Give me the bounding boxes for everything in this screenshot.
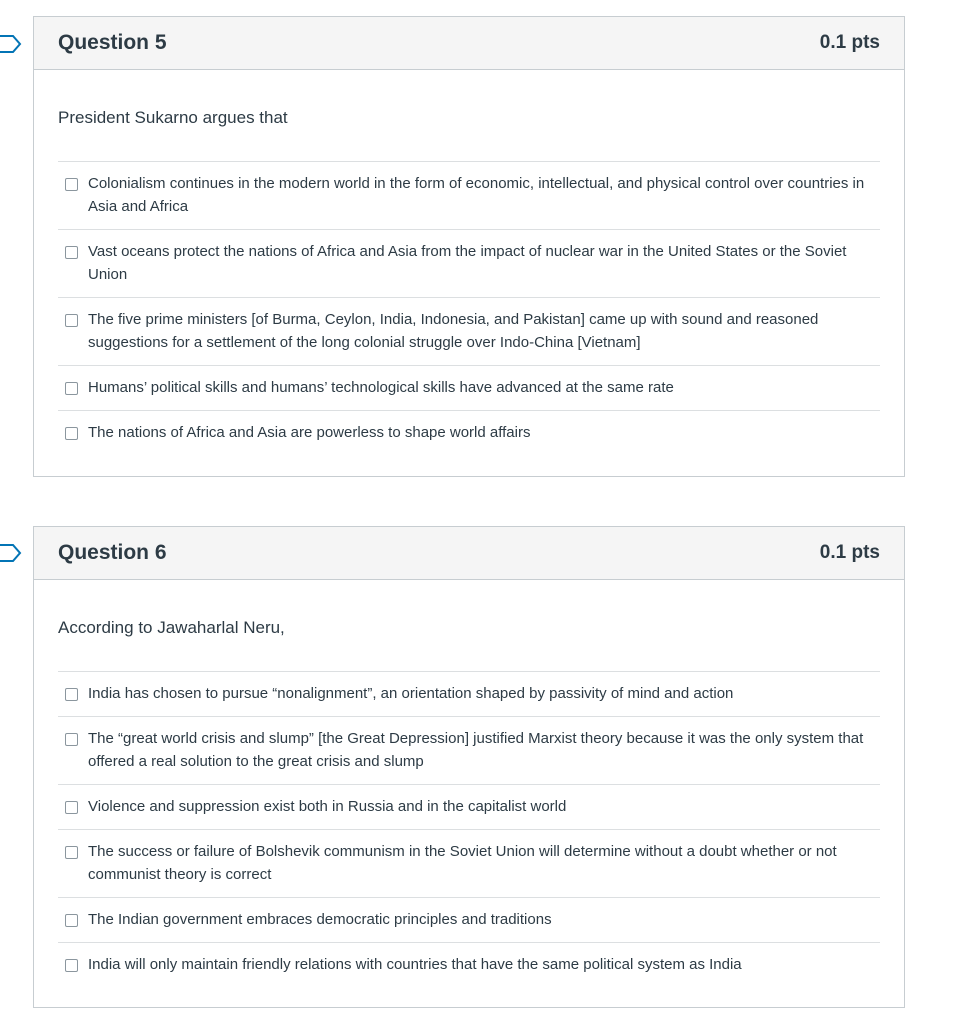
answer-checkbox[interactable]: [65, 914, 78, 927]
answer-list: [58, 671, 880, 987]
answer-checkbox[interactable]: [65, 801, 78, 814]
answer-label: Violence and suppression exist both in Russia and in the capitalist world: [88, 798, 567, 815]
answer-option[interactable]: [58, 229, 880, 297]
answer-checkbox[interactable]: [65, 178, 78, 191]
answer-option[interactable]: [58, 410, 880, 455]
answer-label: The success or failure of Bolshevik communism in the Soviet Union will determine without a doubt whether or not communist theory is correct: [88, 843, 837, 883]
question-prompt: According to Jawaharlal Neru,: [58, 618, 285, 637]
answer-checkbox[interactable]: [65, 246, 78, 259]
answer-label: The five prime ministers [of Burma, Ceylon, India, Indonesia, and Pakistan] came up with sound and reasoned suggestions for a settlement of the long colonial struggle over Indo-China [Vietnam]: [88, 311, 819, 351]
question-points: 0.1 pts: [819, 32, 880, 53]
answer-label: The Indian government embraces democratic principles and traditions: [88, 911, 552, 928]
answer-label: The “great world crisis and slump” [the Great Depression] justified Marxist theory because it was the only system that offered a real solution to the great crisis and slump: [88, 730, 864, 770]
answer-label: Colonialism continues in the modern world in the form of economic, intellectual, and physical control over countries in Asia and Africa: [88, 175, 865, 215]
question-header: [34, 527, 904, 580]
question-card-5: [33, 16, 905, 477]
answer-checkbox[interactable]: [65, 688, 78, 701]
answer-option[interactable]: [58, 784, 880, 829]
question-prompt: President Sukarno argues that: [58, 108, 288, 127]
answer-checkbox[interactable]: [65, 314, 78, 327]
question-title: Question 5: [58, 31, 167, 54]
answer-option[interactable]: [58, 716, 880, 784]
answer-option[interactable]: [58, 161, 880, 229]
answer-label: The nations of Africa and Asia are powerless to shape world affairs: [88, 424, 531, 441]
flag-question-icon[interactable]: [0, 35, 22, 53]
answer-option[interactable]: [58, 365, 880, 410]
answer-list: [58, 161, 880, 455]
answer-checkbox[interactable]: [65, 382, 78, 395]
answer-checkbox[interactable]: [65, 846, 78, 859]
question-title: Question 6: [58, 541, 167, 564]
answer-option[interactable]: [58, 671, 880, 716]
answer-option[interactable]: [58, 829, 880, 897]
answer-option[interactable]: [58, 297, 880, 365]
question-card-6: [33, 526, 905, 1008]
answer-label: India will only maintain friendly relations with countries that have the same political system as India: [88, 956, 742, 973]
answer-checkbox[interactable]: [65, 959, 78, 972]
answer-checkbox[interactable]: [65, 733, 78, 746]
answer-label: Vast oceans protect the nations of Africa and Asia from the impact of nuclear war in the United States or the Soviet Union: [88, 243, 847, 283]
question-header: [34, 17, 904, 70]
answer-label: India has chosen to pursue “nonalignment”, an orientation shaped by passivity of mind and action: [88, 685, 734, 702]
answer-checkbox[interactable]: [65, 427, 78, 440]
flag-question-icon[interactable]: [0, 544, 22, 562]
answer-label: Humans’ political skills and humans’ technological skills have advanced at the same rate: [88, 379, 674, 396]
question-points: 0.1 pts: [819, 542, 880, 563]
answer-option[interactable]: [58, 897, 880, 942]
answer-option[interactable]: [58, 942, 880, 987]
